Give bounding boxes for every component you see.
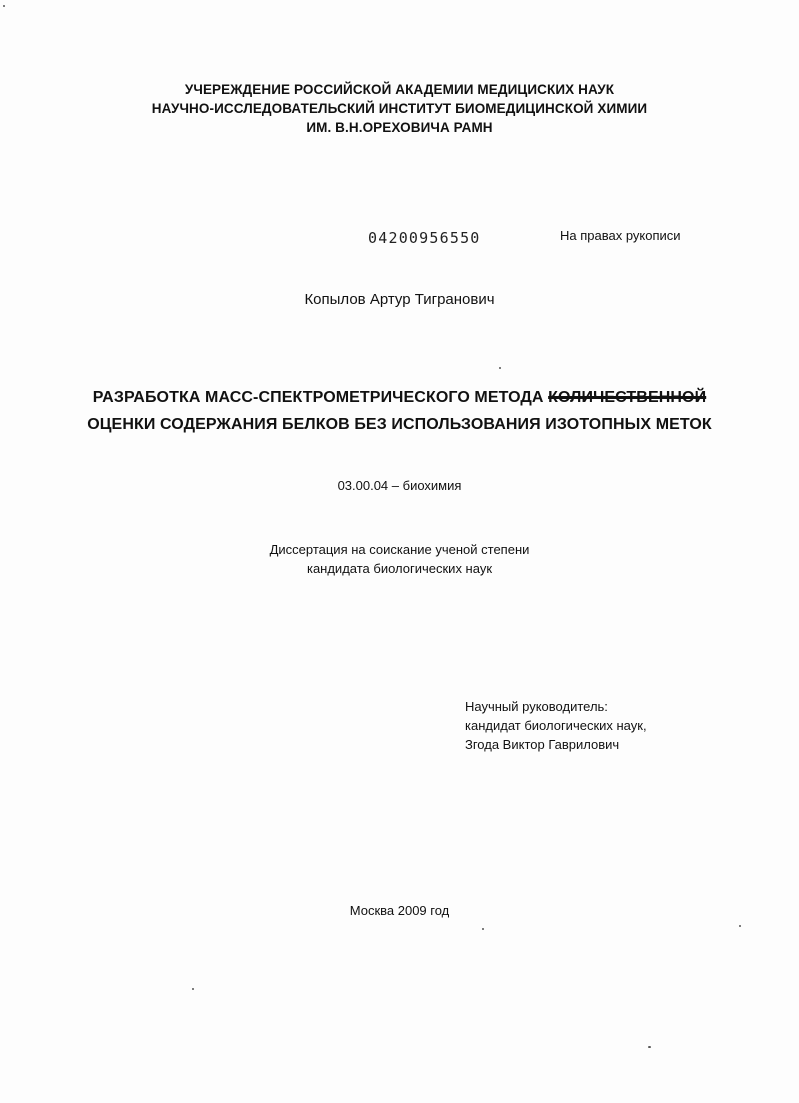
scan-speck [739,925,741,927]
title-line-2: ОЦЕНКИ СОДЕРЖАНИЯ БЕЛКОВ БЕЗ ИСПОЛЬЗОВАНИЯ ИЗОТОПНЫХ МЕТОК [87,416,712,433]
title-struck-word: КОЛИЧЕСТВЕННОЙ [548,389,707,406]
dissertation-title [0,384,799,438]
city-year: Москва 2009 год [349,903,450,918]
scan-speck [648,1046,651,1048]
institution-line-1: УЧЕРЕЖДЕНИЕ РОССИЙСКОЙ АКАДЕМИИ МЕДИЦИСКИХ НАУК [184,82,615,97]
specialty-code: 03.00.04 – биохимия [337,478,462,493]
author-name: Копылов Артур Тигранович [304,291,495,308]
degree-statement-line-2: кандидата биологических наук [306,561,493,576]
supervisor-block [465,697,647,754]
scan-speck [482,928,484,930]
institution-line-2: НАУЧНО-ИССЛЕДОВАТЕЛЬСКИЙ ИНСТИТУТ БИОМЕДИЦИНСКОЙ ХИМИИ [151,101,648,116]
scan-speck [192,988,194,990]
archive-stamp-number: 04200956550 [368,229,481,247]
degree-statement [0,540,799,578]
supervisor-name: Згода Виктор Гаврилович [465,737,620,752]
supervisor-degree: кандидат биологических наук, [465,718,647,733]
scan-speck [499,367,501,369]
scan-speck [3,5,5,7]
institution-line-3: ИМ. В.Н.ОРЕХОВИЧА РАМН [306,120,493,135]
rights-note: На правах рукописи [560,228,681,243]
title-line-1 [0,384,799,411]
degree-statement-line-1: Диссертация на соискание ученой степени [269,542,530,557]
title-line-1-main: РАЗРАБОТКА МАСС-СПЕКТРОМЕТРИЧЕСКОГО МЕТОДА [92,389,549,406]
institution-header [0,80,799,137]
supervisor-label: Научный руководитель: [465,699,608,714]
